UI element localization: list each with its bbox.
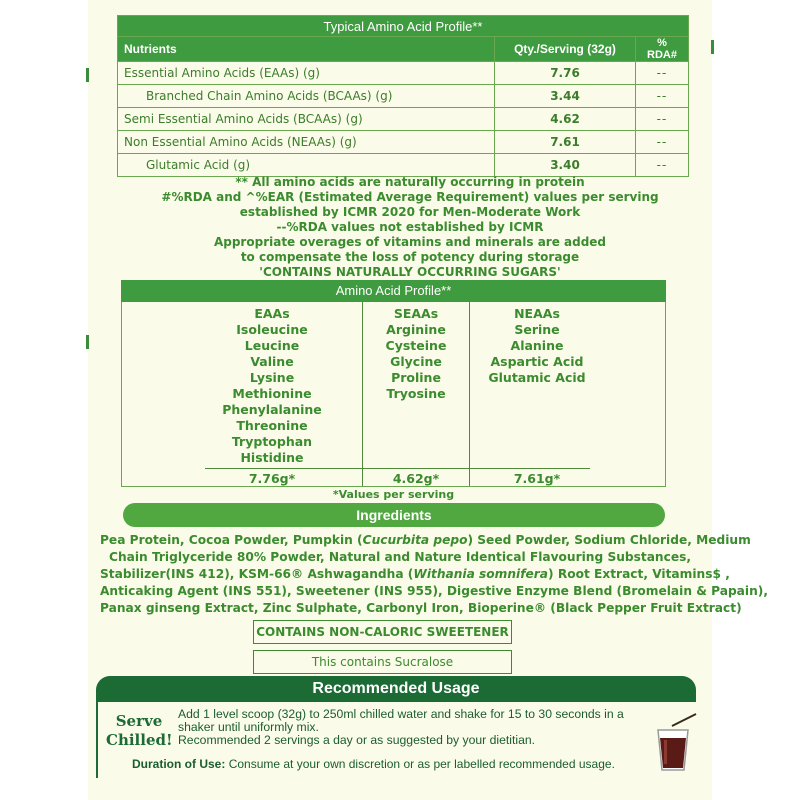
seaas-total: 4.62g*	[392, 471, 440, 486]
ingredients-text	[100, 532, 768, 617]
table-title-row	[118, 16, 689, 37]
row-rda: --	[636, 85, 689, 108]
profile-title: Amino Acid Profile**	[121, 280, 666, 302]
table-row	[118, 154, 689, 177]
list-item: Arginine	[386, 322, 446, 337]
list-item: Aspartic Acid	[490, 354, 584, 369]
table-title: Typical Amino Acid Profile**	[118, 16, 689, 37]
ingredients-line: Anticaking Agent (INS 551), Sweetener (INS 955), Digestive Enzyme Blend (Bromelain & Papain),	[100, 584, 768, 598]
list-item: Glycine	[390, 354, 442, 369]
usage-line: Add 1 level scoop (32g) to 250ml chilled water and shake for 15 to 30 seconds in a	[178, 707, 624, 721]
row-name: Glutamic Acid (g)	[118, 154, 495, 177]
header-qty: Qty./Serving (32g)	[495, 37, 636, 62]
list-item: Leucine	[244, 338, 300, 353]
per-serving-note: *Values per serving	[332, 488, 455, 501]
note-line: ** All amino acids are naturally occurring in protein	[235, 175, 585, 189]
eaas-total: 7.76g*	[248, 471, 296, 486]
row-name: Essential Amino Acids (EAAs) (g)	[118, 62, 495, 85]
note-line: --%RDA values not established by ICMR	[276, 220, 544, 234]
neaas-column	[482, 306, 592, 386]
header-rda: % RDA#	[636, 37, 689, 62]
row-rda: --	[636, 108, 689, 131]
list-item: Tryptophan	[231, 434, 313, 449]
neaas-heading: NEAAs	[514, 306, 560, 321]
row-rda: --	[636, 131, 689, 154]
row-qty: 4.62	[495, 108, 636, 131]
duration-of-use	[132, 757, 615, 771]
row-qty: 3.44	[495, 85, 636, 108]
list-item: Glutamic Acid	[488, 370, 586, 385]
list-item: Threonine	[236, 418, 308, 433]
row-rda: --	[636, 62, 689, 85]
usage-line: Recommended 2 servings a day or as suggested by your dietitian.	[178, 733, 536, 747]
usage-instructions	[178, 708, 668, 747]
row-qty: 7.61	[495, 131, 636, 154]
ingredients-line: Panax ginseng Extract, Zinc Sulphate, Carbonyl Iron, Bioperine® (Black Pepper Fruit Extract)	[100, 601, 742, 615]
ingredients-line: Chain Triglyceride 80% Powder, Natural and Nature Identical Flavouring Substances,	[109, 550, 691, 564]
header-nutrients: Nutrients	[118, 37, 495, 62]
row-name: Branched Chain Amino Acids (BCAAs) (g)	[118, 85, 495, 108]
ingredients-title: Ingredients	[123, 503, 665, 527]
sweetener-warning: CONTAINS NON-CALORIC SWEETENER	[253, 620, 512, 644]
list-item: Valine	[250, 354, 294, 369]
list-item: Proline	[391, 370, 441, 385]
amino-profile-box	[121, 302, 666, 487]
seaas-heading: SEAAs	[393, 306, 439, 321]
table-row	[118, 62, 689, 85]
row-name: Semi Essential Amino Acids (BCAAs) (g)	[118, 108, 495, 131]
list-item: Phenylalanine	[222, 402, 322, 417]
list-item: Serine	[514, 322, 560, 337]
edge-mark	[86, 68, 89, 82]
column-divider	[469, 302, 470, 486]
list-item: Isoleucine	[236, 322, 308, 337]
sucralose-warning: This contains Sucralose	[253, 650, 512, 674]
eaas-heading: EAAs	[254, 306, 290, 321]
table-header-row	[118, 37, 689, 62]
row-rda: --	[636, 154, 689, 177]
note-line: 'CONTAINS NATURALLY OCCURRING SUGARS'	[259, 265, 561, 279]
table-row	[118, 108, 689, 131]
column-divider	[362, 302, 363, 486]
list-item: Lysine	[249, 370, 295, 385]
row-name: Non Essential Amino Acids (NEAAs) (g)	[118, 131, 495, 154]
seaas-column	[368, 306, 464, 402]
ingredients-line: Stabilizer(INS 412), KSM-66® Ashwagandha (Withania somnifera) Root Extract, Vitamins$ ,	[100, 567, 730, 581]
drink-glass-icon	[652, 712, 700, 774]
serve-chilled-badge: Serve Chilled!	[106, 712, 173, 749]
usage-title: Recommended Usage	[96, 676, 696, 702]
list-item: Cysteine	[385, 338, 447, 353]
neaas-total: 7.61g*	[513, 471, 561, 486]
duration-label: Duration of Use:	[132, 757, 226, 771]
list-item: Alanine	[510, 338, 564, 353]
totals-divider	[205, 468, 590, 469]
eaas-column	[212, 306, 332, 466]
note-line: established by ICMR 2020 for Men-Moderate Work	[239, 205, 581, 219]
table-row	[118, 131, 689, 154]
list-item: Tryosine	[386, 386, 446, 401]
row-qty: 7.76	[495, 62, 636, 85]
amino-acid-table	[117, 15, 689, 177]
table-row	[118, 85, 689, 108]
ingredients-line: Pea Protein, Cocoa Powder, Pumpkin (Cucurbita pepo) Seed Powder, Sodium Chloride, Medium	[100, 533, 751, 547]
edge-mark	[86, 335, 89, 349]
list-item: Histidine	[240, 450, 304, 465]
note-line: Appropriate overages of vitamins and minerals are added	[213, 235, 607, 249]
edge-mark	[711, 40, 714, 54]
duration-text: Consume at your own discretion or as per labelled recommended usage.	[228, 757, 615, 771]
row-qty: 3.40	[495, 154, 636, 177]
note-line: #%RDA and ^%EAR (Estimated Average Requirement) values per serving	[161, 190, 659, 204]
note-line: to compensate the loss of potency during storage	[240, 250, 580, 264]
footnotes	[120, 175, 700, 280]
usage-line: shaker until uniformly mix.	[178, 720, 319, 734]
list-item: Methionine	[232, 386, 312, 401]
